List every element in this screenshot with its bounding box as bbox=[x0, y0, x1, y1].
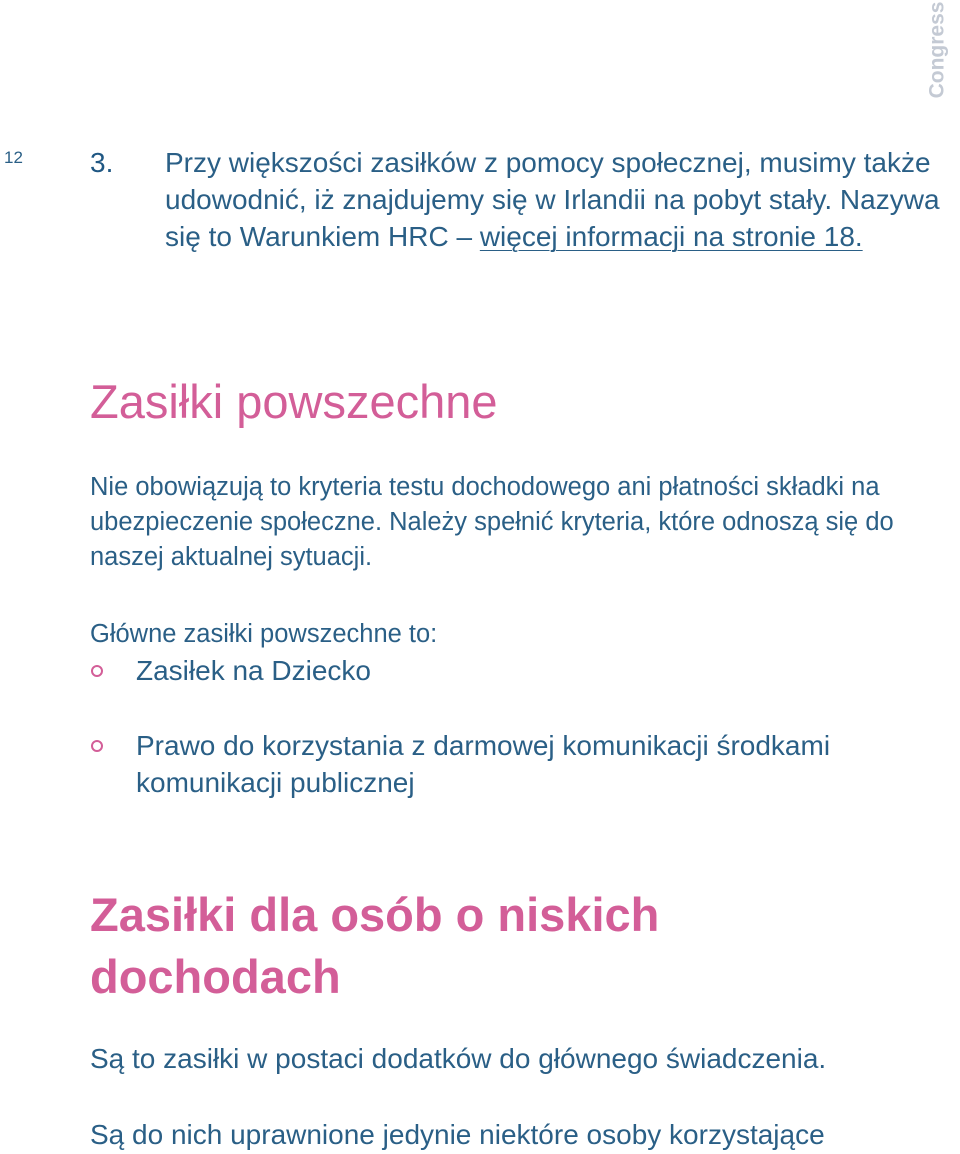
page-number: 12 bbox=[4, 148, 23, 167]
circle-bullet-icon bbox=[90, 652, 136, 689]
circle-bullet-icon bbox=[90, 727, 136, 801]
item-body: Przy większości zasiłków z pomocy społecznej, musimy także udowodnić, iż znajdujemy się w Irlandii na pobyt stały. Nazywa się to Warunkiem HRC – bbox=[165, 147, 940, 252]
page-reference-link[interactable]: więcej informacji na stronie 18. bbox=[479, 221, 863, 252]
brand-text: Congress bbox=[925, 1, 949, 99]
section-heading-universal: Zasiłki powszechne bbox=[90, 375, 498, 428]
numbered-item-3 bbox=[90, 144, 950, 255]
list-item bbox=[90, 727, 955, 801]
item-text bbox=[165, 144, 955, 255]
list-item bbox=[90, 652, 955, 689]
low-income-eligible-paragraph: Są do nich uprawnione jedynie niektóre osoby korzystające bbox=[90, 1119, 825, 1150]
universal-list-intro: Główne zasiłki powszechne to: bbox=[90, 620, 438, 648]
universal-intro-paragraph: Nie obowiązują to kryteria testu dochodowego ani płatności składki na ubezpieczenie społeczne. Należy spełnić kryteria, które odnoszą się do naszej aktualnej sytuacji. bbox=[90, 473, 894, 571]
list-item-text: Zasiłek na Dziecko bbox=[136, 655, 371, 686]
item-number: 3. bbox=[90, 147, 114, 178]
list-item-text: Prawo do korzystania z darmowej komunikacji środkami komunikacji publicznej bbox=[136, 730, 831, 798]
brand-vertical-label bbox=[892, 0, 960, 100]
section-heading-low-income: Zasiłki dla osób o niskich dochodach bbox=[90, 888, 660, 1003]
low-income-supplement-paragraph: Są to zasiłki w postaci dodatków do głównego świadczenia. bbox=[90, 1043, 827, 1074]
